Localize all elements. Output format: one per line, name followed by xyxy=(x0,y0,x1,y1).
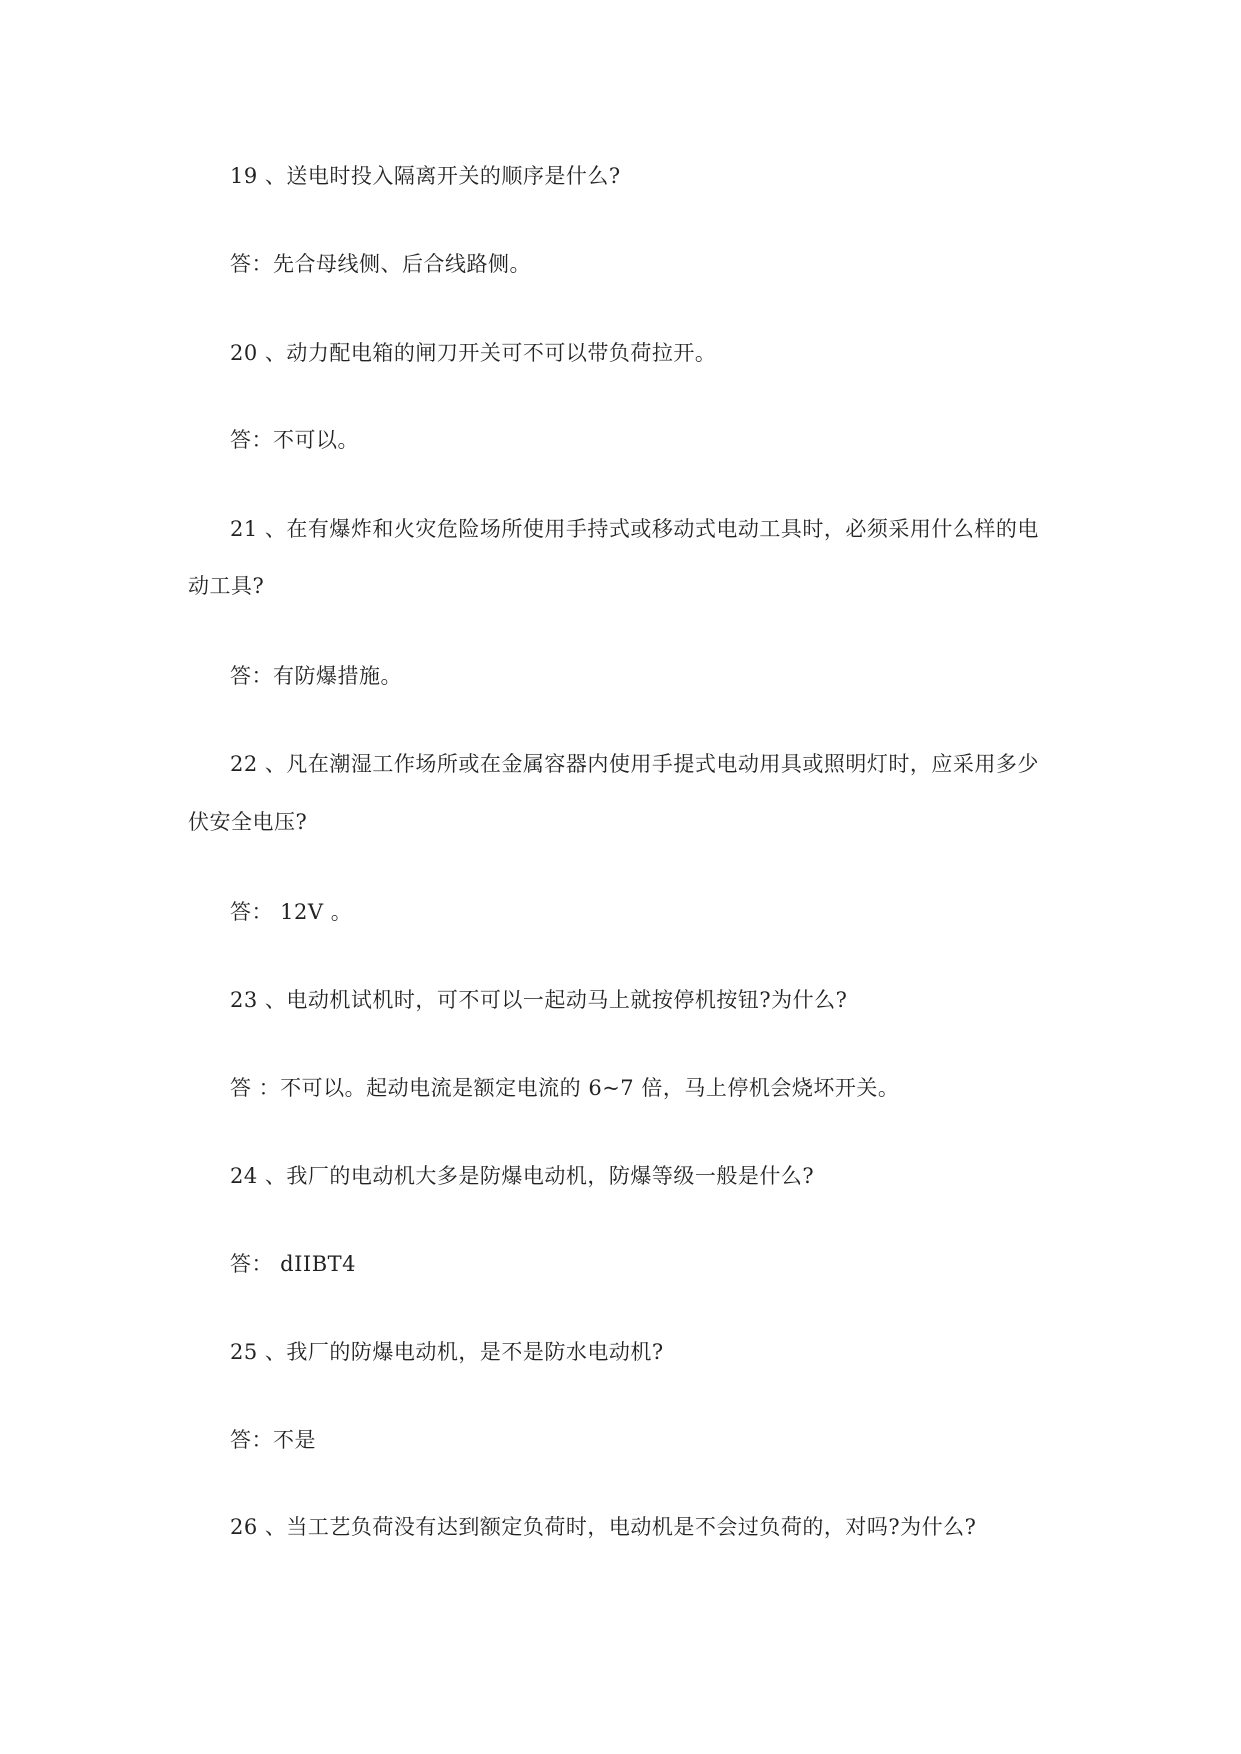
question-26: 26 、当工艺负荷没有达到额定负荷时，电动机是不会过负荷的，对吗?为什么? xyxy=(230,1515,977,1539)
question-21-line-2: 动工具? xyxy=(188,574,265,598)
answer-20: 答：不可以。 xyxy=(230,428,359,452)
answer-22: 答： 12V 。 xyxy=(230,900,353,924)
question-20: 20 、动力配电箱的闸刀开关可不可以带负荷拉开。 xyxy=(230,341,717,365)
question-21-line-1: 21 、在有爆炸和火灾危险场所使用手持式或移动式电动工具时，必须采用什么样的电 xyxy=(230,517,1039,541)
question-22-line-2: 伏安全电压? xyxy=(188,810,308,834)
question-22-line-1: 22 、凡在潮湿工作场所或在金属容器内使用手提式电动用具或照明灯时，应采用多少 xyxy=(230,752,1039,776)
answer-23: 答 ：不可以。起动电流是额定电流的 6~7 倍，马上停机会烧坏开关。 xyxy=(230,1076,900,1100)
question-24: 24 、我厂的电动机大多是防爆电动机，防爆等级一般是什么? xyxy=(230,1164,815,1188)
answer-24: 答： dIIBT4 xyxy=(230,1252,357,1276)
answer-25: 答：不是 xyxy=(230,1428,316,1452)
question-19: 19 、送电时投入隔离开关的顺序是什么? xyxy=(230,164,621,188)
question-25: 25 、我厂的防爆电动机，是不是防水电动机? xyxy=(230,1340,664,1364)
question-23: 23 、电动机试机时，可不可以一起动马上就按停机按钮?为什么? xyxy=(230,988,848,1012)
answer-21: 答：有防爆措施。 xyxy=(230,664,402,688)
answer-19: 答：先合母线侧、后合线路侧。 xyxy=(230,252,531,276)
